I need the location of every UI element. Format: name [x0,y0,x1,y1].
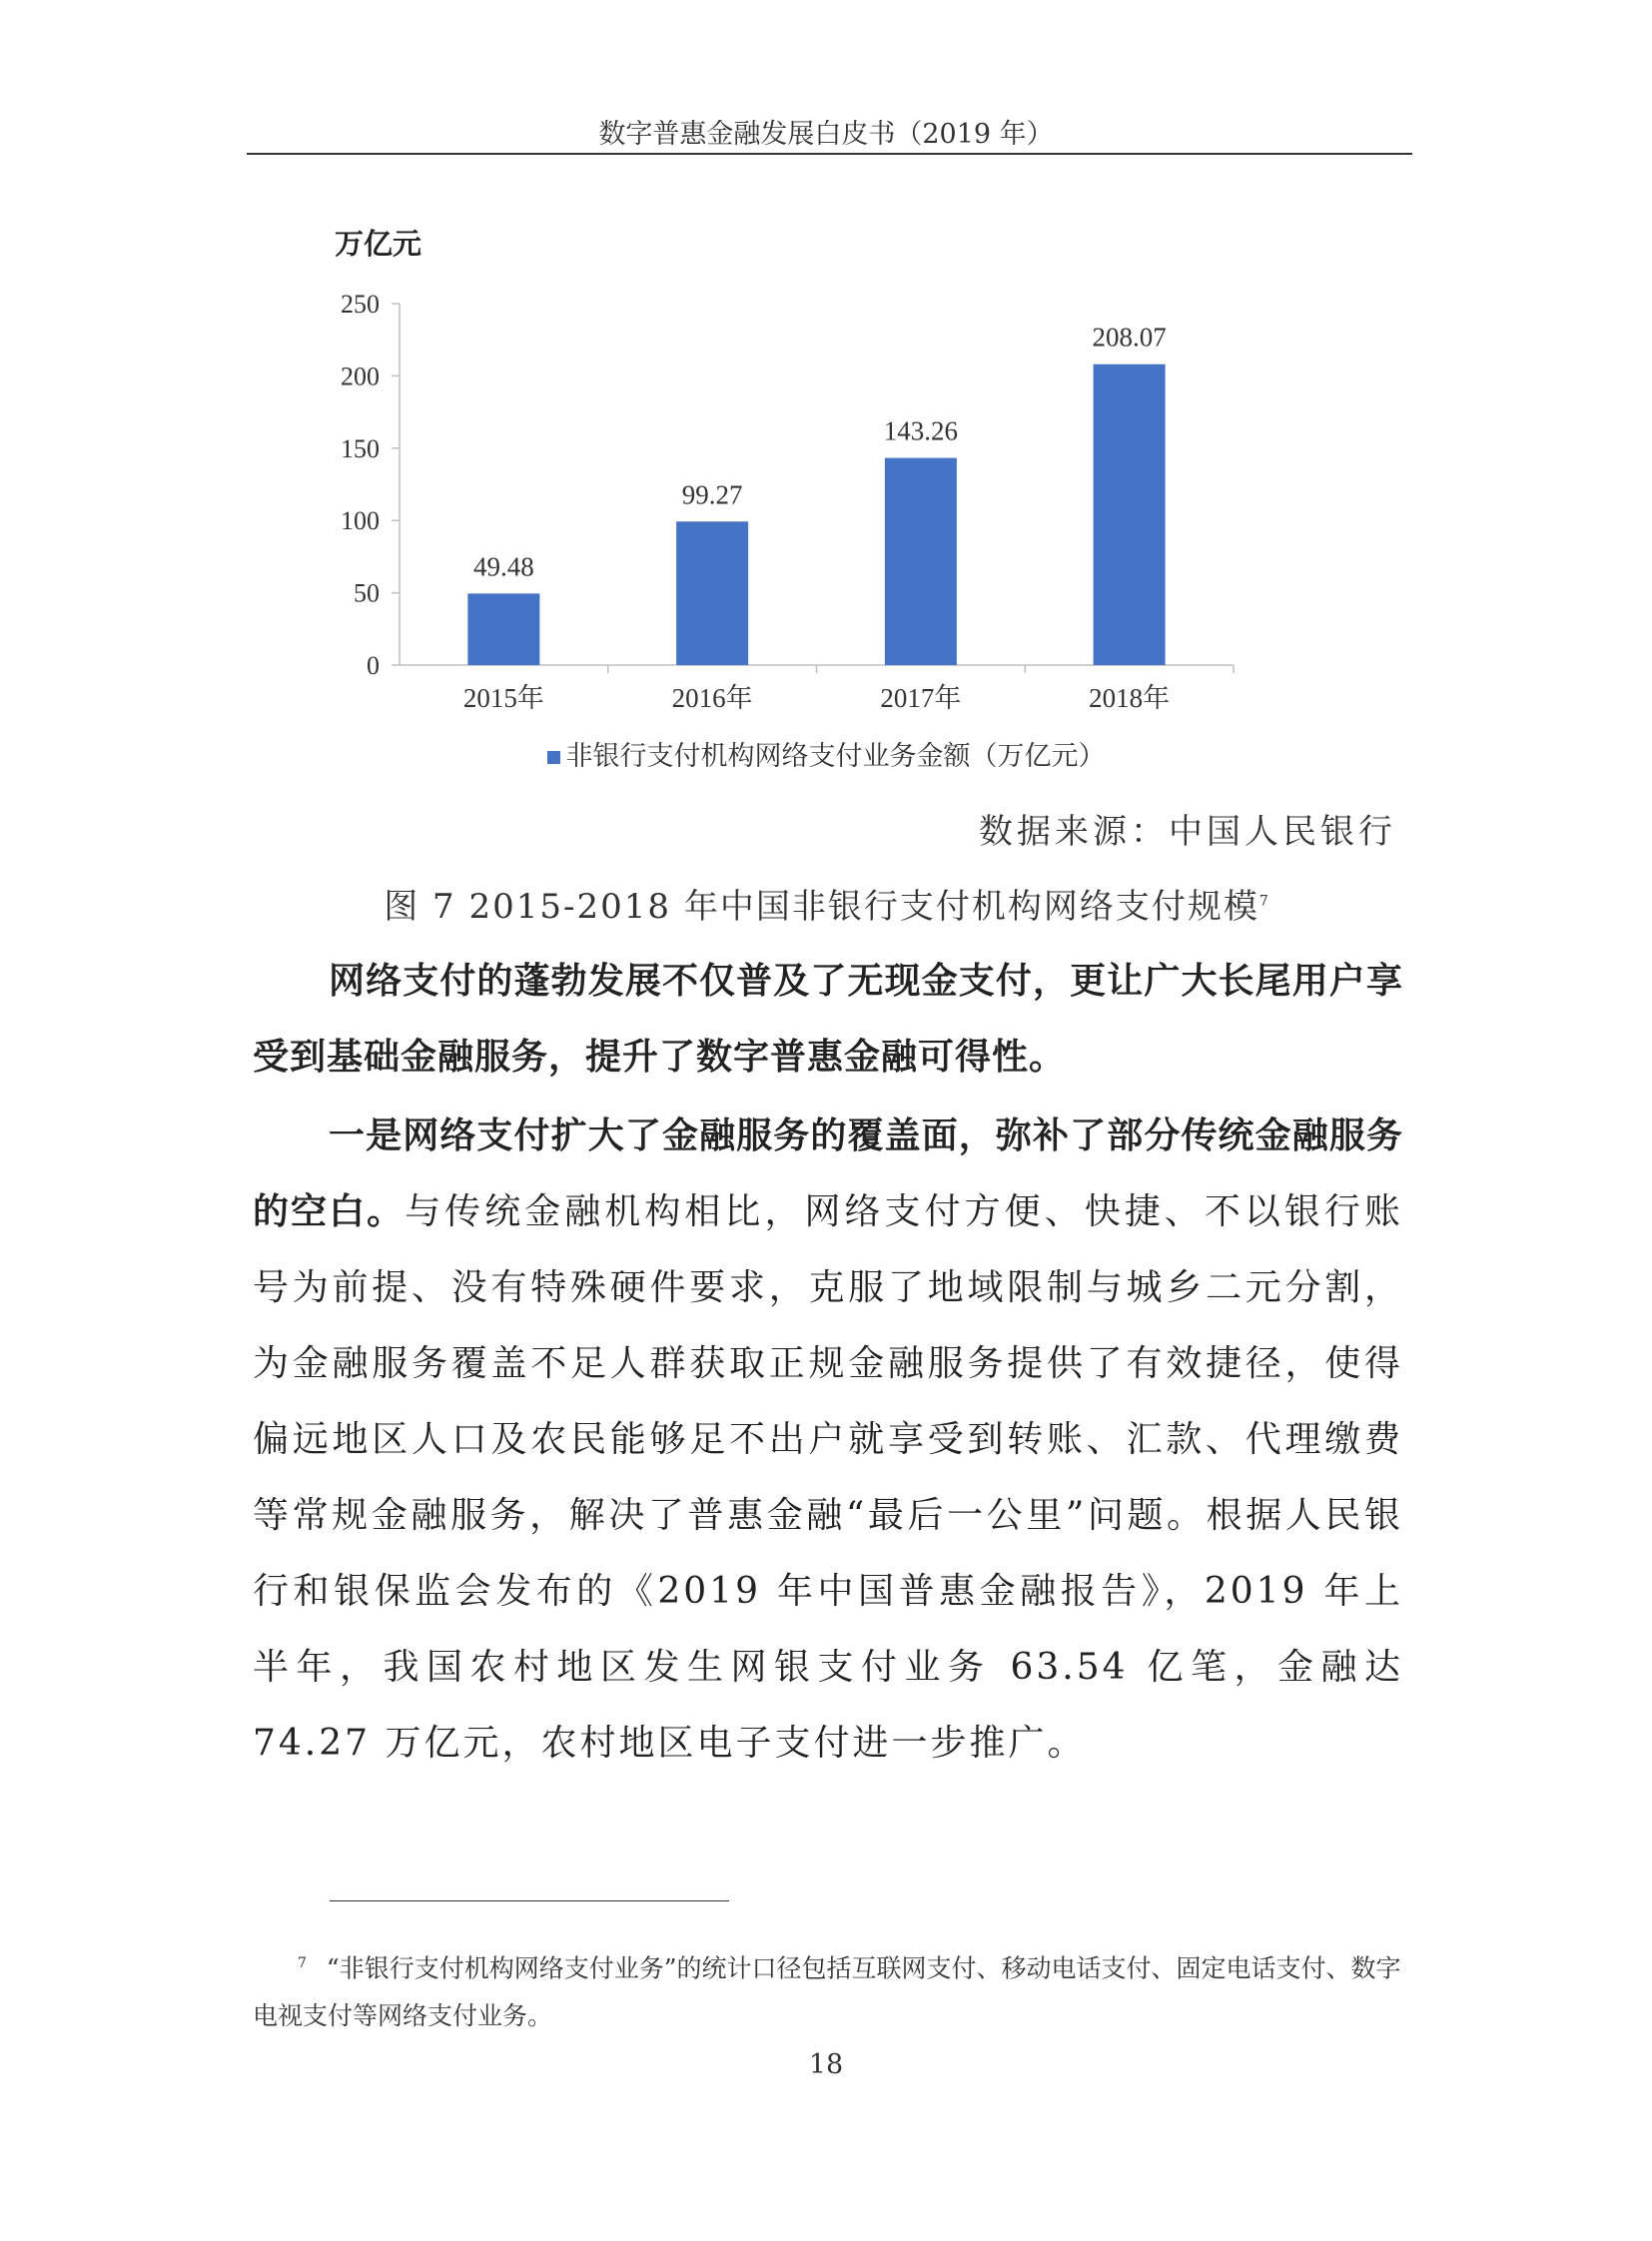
bar-value-label: 99.27 [681,479,743,510]
bar-value-label: 143.26 [883,415,958,446]
running-header: 数字普惠金融发展白皮书（2019 年） [598,119,1054,150]
x-tick-label: 2015年 [462,683,544,713]
y-tick-label: 250 [341,290,380,319]
legend-label: 非银行支付机构网络支付业务金额（万亿元） [565,741,1106,772]
figure-caption [0,879,1652,928]
source-note: 数据来源：中国人民银行 [979,812,1396,852]
x-tick-label: 2016年 [671,683,753,713]
bar [467,593,539,665]
y-tick-label: 50 [354,578,380,608]
y-tick-label: 0 [367,651,380,680]
paragraph-2 [253,1099,1403,1782]
chart-legend [0,734,1652,773]
x-tick-label: 2018年 [1089,683,1171,713]
paragraph-1-bold: 网络支付的蓬勃发展不仅普及了无现金支付，更让广大长尾用户享受到基础金融服务，提升了数字普惠金融可得性。 [253,961,1403,1078]
bar-chart [300,270,1298,719]
bar-value-label: 208.07 [1092,322,1167,353]
figure-caption-text: 图 7 2015-2018 年中国非银行支付机构网络支付规模 [384,887,1259,927]
paragraph-2-body: 与传统金融机构相比，网络支付方便、快捷、不以银行账号为前提、没有特殊硬件要求，克服了地域限制与城乡二元分割，为金融服务覆盖不足人群获取正规金融服务提供了有效捷径，使得偏远地区人口及农民能够足不出户就享受到转账、汇款、代理缴费等常规金融服务，解决了普惠金融“最后一公里”问题。根据人民银行和银保监会发布的《2019 年中国普惠金融报告》，2019 年上半年，我国农村地区发生网银支付业务 63.54 亿笔，金融达 74.27 万亿元，农村地区电子支付进一步推广。 [253,1191,1403,1764]
paragraph-1 [253,944,1403,1096]
page-number: 18 [808,2049,844,2080]
bar-value-label: 49.48 [473,551,534,582]
footnote-ref: 7 [1258,893,1268,910]
bar [885,458,957,665]
header-rule [247,153,1412,155]
y-tick-label: 150 [341,433,380,463]
legend-swatch [547,751,560,764]
x-tick-label: 2017年 [880,683,962,713]
footnote-mark: 7 [298,1955,307,1971]
chart-unit-label: 万亿元 [335,227,422,261]
paragraph-2-lead: 一是网络支付扩大了金融服务的覆盖面，弥补了部分传统金融服务的空白。 [253,1116,1403,1232]
footnote-text: “非银行支付机构网络支付业务”的统计口径包括互联网支付、移动电话支付、固定电话支付、数字电视支付等网络支付业务。 [253,1953,1401,2031]
footnote-rule [330,1900,729,1901]
bar [676,521,748,665]
bar [1094,365,1166,665]
y-tick-label: 200 [341,362,380,391]
y-tick-label: 100 [341,506,380,536]
footnote [253,1939,1403,2040]
